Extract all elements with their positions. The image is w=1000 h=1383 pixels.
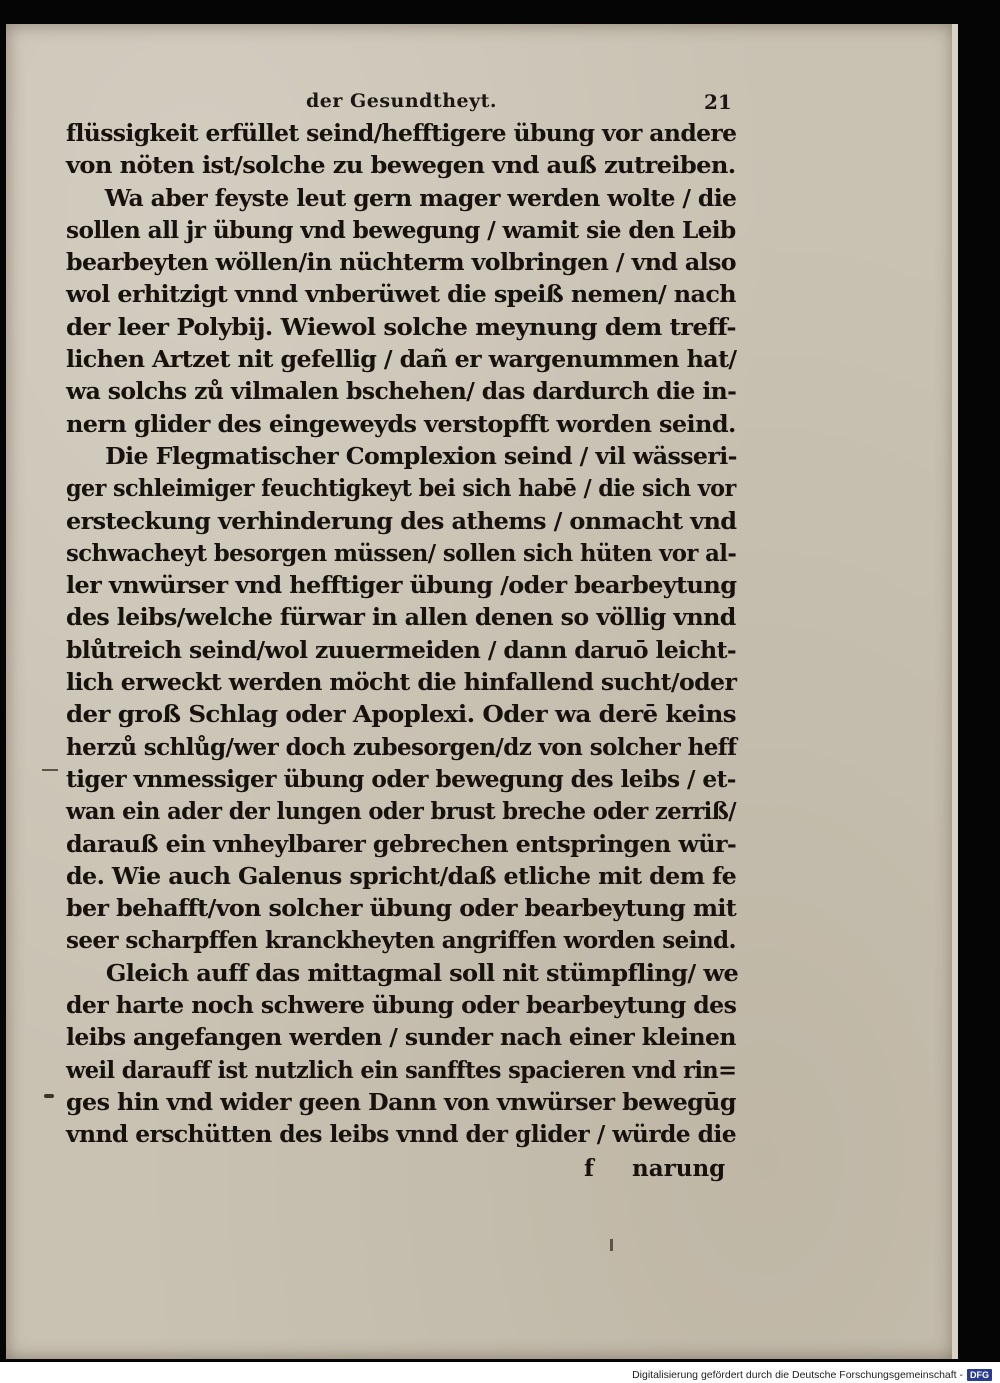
folio-number: 21 — [704, 90, 732, 114]
text-line: ersteckung verhinderung des athems / onmacht vnd — [66, 507, 737, 535]
signature-mark: f — [584, 1154, 594, 1182]
text-line: ges hin vnd wider geen Dann von vnwürser bewegūg — [66, 1088, 736, 1116]
text-line: blůtreich seind/wol zuuermeiden / dann daruō leicht- — [66, 636, 737, 664]
running-head-title: der Gesundtheyt. — [306, 90, 498, 112]
text-line: der leer Polybij. Wiewol solche meynung dem treff- — [66, 313, 736, 341]
text-line: von nöten ist/solche zu bewegen vnd auß zutreiben. — [66, 152, 736, 180]
text-line: Die Flegmatischer Complexion seind / vil wässeri- — [105, 442, 737, 470]
catchword: narung — [632, 1154, 726, 1182]
text-line: wa solchs zů vilmalen bschehen/ das dardurch die in- — [66, 378, 737, 406]
text-line: schwacheyt besorgen müssen/ sollen sich hüten vor al- — [66, 539, 737, 567]
dfg-logo-icon: DFG — [967, 1369, 992, 1381]
text-line: ger schleimiger feuchtigkeyt bei sich habē / die sich vor — [66, 475, 736, 503]
text-line: bearbeyten wöllen/in nüchterm volbringen / vnd also — [66, 249, 736, 277]
text-line: darauß ein vnheylbarer gebrechen entspringen wür- — [66, 830, 737, 858]
text-line: flüssigkeit erfüllet seind/hefftigere übung vor andere — [66, 120, 737, 147]
ink-mark — [610, 1239, 613, 1251]
text-line: leibs angefangen werden / sunder nach einer kleinen — [66, 1024, 736, 1052]
text-line: vnnd erschütten des leibs vnnd der glider / würde die — [66, 1121, 737, 1149]
text-line: wol erhitzigt vnnd vnberüwet die speiß nemen/ nach — [66, 281, 736, 309]
text-block — [66, 118, 739, 1186]
text-line: ber behafft/von solcher übung oder bearbeytung mit — [66, 895, 737, 923]
text-line: herzů schlůg/wer doch zubesorgen/dz von solcher heff — [66, 733, 737, 761]
text-line: des leibs/welche fürwar in allen denen so völlig vnnd — [66, 604, 736, 632]
running-head — [6, 90, 954, 120]
text-line: lich erweckt werden möcht die hinfallend sucht/oder — [66, 669, 737, 697]
catchword-row — [66, 1152, 736, 1186]
text-line: weil darauff ist nutzlich ein sanfftes spacieren vnd rin= — [66, 1056, 737, 1084]
text-line: seer scharpffen kranckheyten angriffen worden seind. — [66, 927, 736, 955]
page-edge — [952, 24, 958, 1359]
book-page — [6, 24, 954, 1359]
text-line: Gleich auff das mittagmal soll nit stümpfling/ we — [105, 959, 739, 987]
text-line: de. Wie auch Galenus spricht/daß etliche mit dem fe — [66, 862, 737, 890]
text-line: wan ein ader der lungen oder brust breche oder zerriß/ — [66, 798, 736, 826]
text-line: Wa aber feyste leut gern mager werden wolte / die — [104, 184, 737, 212]
text-line: sollen all jr übung vnd bewegung / wamit sie den Leib — [66, 216, 736, 244]
text-line: nern glider des eingeweyds verstopfft worden seind. — [66, 410, 736, 438]
ink-spot — [44, 1094, 54, 1098]
digitization-credit — [632, 1368, 992, 1382]
credit-text: Digitalisierung gefördert durch die Deutsche Forschungsgemeinschaft - — [632, 1369, 963, 1381]
text-line: der groß Schlag oder Apoplexi. Oder wa derē keins — [66, 701, 736, 729]
text-line: tiger vnmessiger übung oder bewegung des leibs / et- — [66, 765, 736, 793]
text-line: lichen Artzet nit gefellig / dañ er wargenummen hat/ — [66, 346, 737, 374]
text-line: der harte noch schwere übung oder bearbeytung des — [66, 992, 737, 1020]
text-line: ler vnwürser vnd hefftiger übung /oder bearbeytung — [66, 572, 737, 600]
margin-mark — [42, 769, 58, 771]
